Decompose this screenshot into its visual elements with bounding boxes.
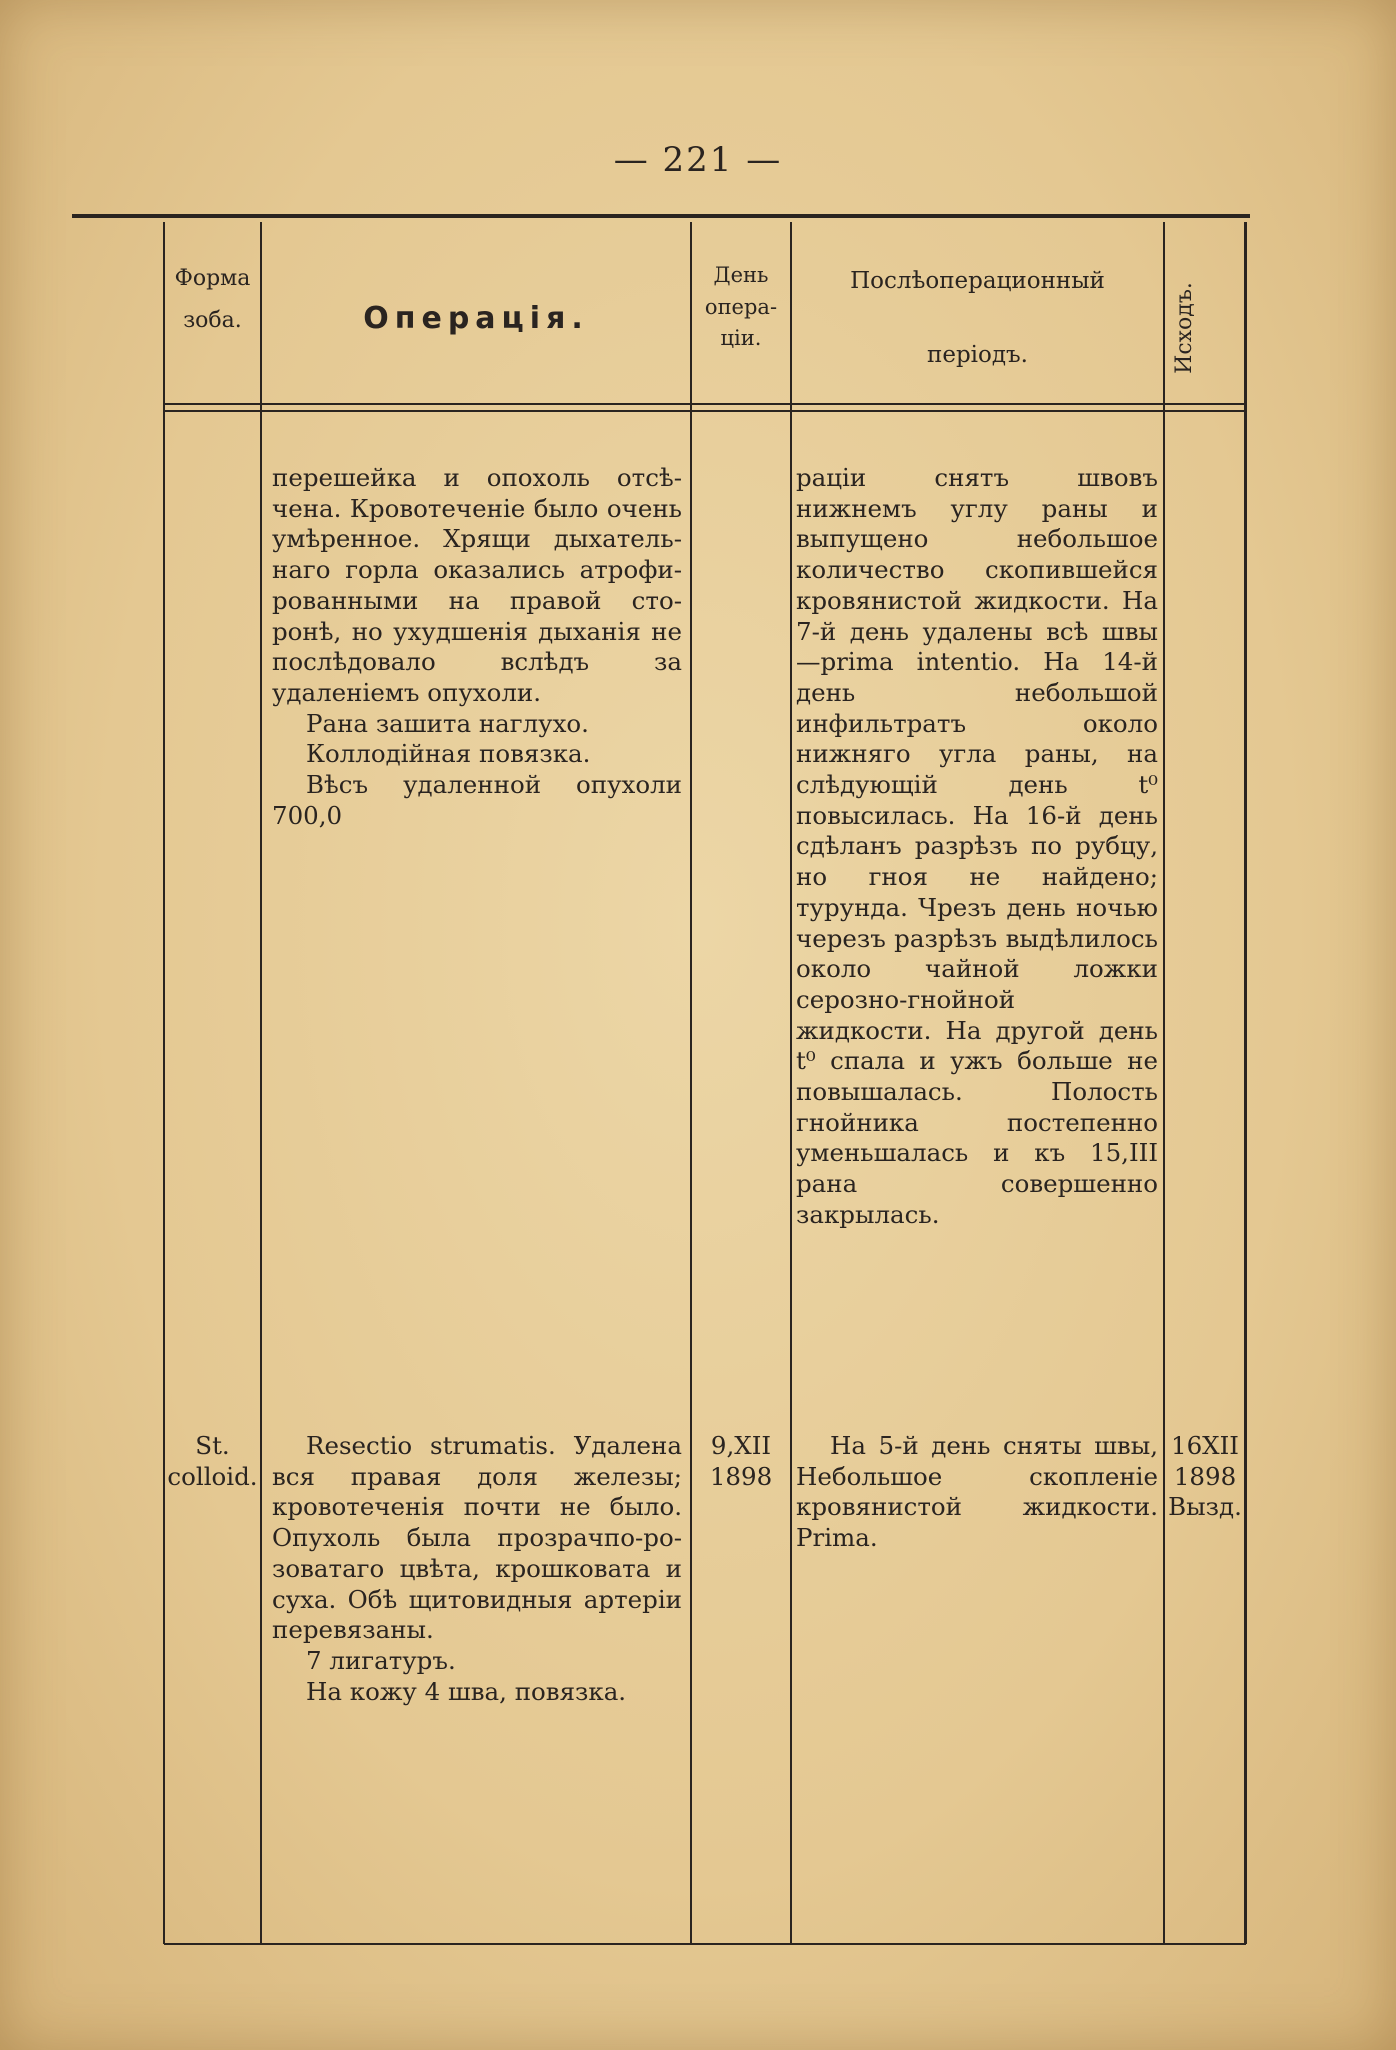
header-divider <box>164 403 1246 405</box>
row2-day: 9,XII 1898 <box>709 1431 773 1491</box>
column-border <box>690 222 692 1944</box>
column-border <box>1244 222 1247 1944</box>
column-border <box>163 222 165 1944</box>
header-outcome: Исходъ. <box>1172 282 1197 374</box>
row2-post-op: На 5-й день сняты швы, Небольшое скопленіе кровянистой жидкости. Prima. <box>796 1431 1158 1553</box>
row2-forma: St. colloid. <box>167 1431 258 1491</box>
page-number: — 221 — <box>613 140 783 180</box>
table-bottom-rule <box>164 1943 1246 1945</box>
header-forma: Форма зоба. <box>174 266 251 333</box>
table-top-rule <box>72 214 1250 218</box>
row1-operation: перешейка и опохоль отсѣ- чена. Кровотеченіе было очень умѣренное. Хрящи дыхатель- наго горла оказались атрофи- рованными на правой сто- ронѣ, но ухудшенія дыханія не послѣдовало вслѣдъ за удаленіемъ опухоли. Рана зашита наглухо. Коллодійная повязка. Вѣсъ удаленной опухоли 700,0 <box>272 463 682 830</box>
header-divider-double <box>164 410 1246 412</box>
header-operation: Операція. <box>363 301 589 336</box>
row2-outcome: 16XII 1898 Вызд. <box>1168 1431 1242 1522</box>
header-post-op: Послѣоперационный періодъ. <box>850 268 1105 368</box>
column-border <box>790 222 792 1944</box>
column-border <box>1163 222 1165 1944</box>
row2-operation: Resectio strumatis. Удалена вся правая доля железы; кровотеченія почти не было. Опухоль была прозрачпо-ро- зоватаго цвѣта, крошковата и суха. Обѣ щитовидныя артеріи перевязаны. 7 лигатуръ. На кожу 4 шва, повязка. <box>272 1431 682 1706</box>
header-day: День опера- ціи. <box>704 263 778 350</box>
row1-post-op: раціи снятъ швовъ нижнемъ углу раны и выпущено небольшое количество скопившейся кровянистой жидкости. На 7-й день удалены всѣ швы—prima intentio. На 14-й день небольшой инфильтратъ около нижняго угла раны, на слѣдующій день t⁰ повысилась. На 16-й день сдѣланъ разрѣзъ по рубцу, но гноя не найдено; турунда. Чрезъ день ночью черезъ разрѣзъ выдѣлилось около чайной ложки серозно-гнойной жидкости. На другой день t⁰ спала и ужъ больше не повышалась. Полость гнойника постепенно уменьшалась и къ 15,III рана совершенно закрылась. <box>796 463 1158 1229</box>
column-border <box>260 222 262 1944</box>
